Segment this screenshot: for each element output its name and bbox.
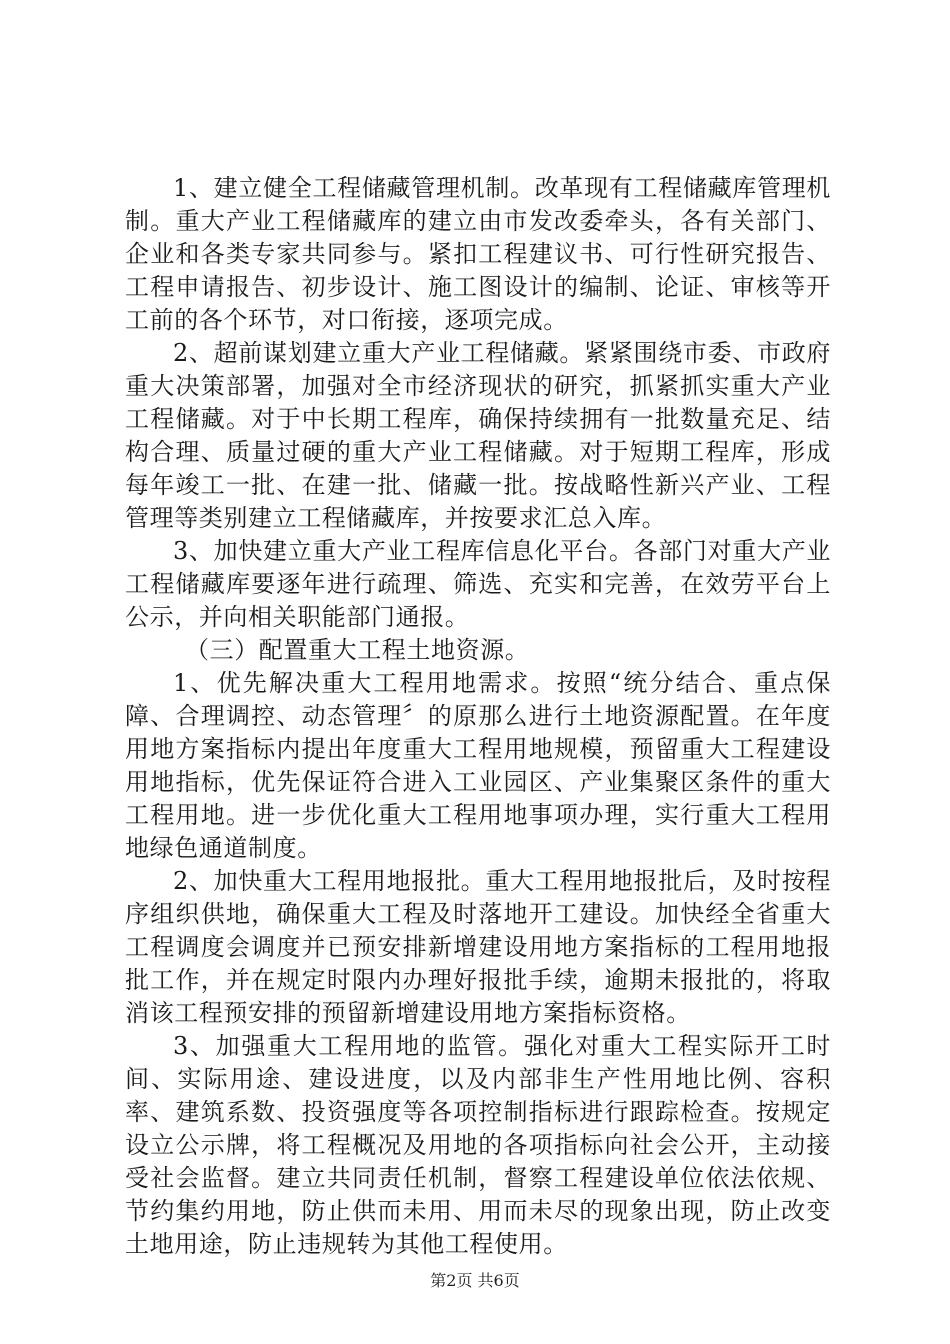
document-body [125,172,831,1261]
paragraph-land-supervision: 3、加强重大工程用地的监管。强化对重大工程实际开工时间、实际用途、建设进度，以及内部非生产性用地比例、容积率、建筑系数、投资强度等各项控制指标进行跟踪检查。按规定设立公示牌，将工程概况及用地的各项指标向社会公开，主动接受社会监督。建立共同责任机制，督察工程建设单位依法依规、节约集约用地，防止供而未用、用而未尽的现象出现，防止改变土地用途，防止违规转为其他工程使用。 [125,1032,831,1258]
paragraph-land-demand: 1、优先解决重大工程用地需求。按照“统分结合、重点保障、合理调控、动态管理〞的原那么进行土地资源配置。在年度用地方案指标内提出年度重大工程用地规模，预留重大工程建设用地指标，优先保证符合进入工业园区、产业集聚区条件的重大工程用地。进一步优化重大工程用地事项办理，实行重大工程用地绿色通道制度。 [125,669,831,862]
paragraph-industrial-project-planning: 2、超前谋划建立重大产业工程储藏。紧紧围绕市委、市政府重大决策部署，加强对全市经济现状的研究，抓紧抓实重大产业工程储藏。对于中长期工程库，确保持续拥有一批数量充足、结构合理、质量过硬的重大产业工程储藏。对于短期工程库，形成每年竣工一批、在建一批、储藏一批。按战略性新兴产业、工程管理等类别建立工程储藏库，并按要求汇总入库。 [125,339,831,532]
paragraph-land-approval: 2、加快重大工程用地报批。重大工程用地报批后，及时按程序组织供地，确保重大工程及时落地开工建设。加快经全省重大工程调度会调度并已预安排新增建设用地方案指标的工程用地报批工作，并在规定时限内办理好报批手续，逾期未报批的，将取消该工程预安排的预留新增建设用地方案指标资格。 [125,867,831,1027]
page-number-footer: 第2页 共6页 [430,1271,520,1290]
paragraph-project-reserve-mechanism: 1、建立健全工程储藏管理机制。改革现有工程储藏库管理机制。重大产业工程储藏库的建立由市发改委牵头，各有关部门、企业和各类专家共同参与。紧扣工程建议书、可行性研究报告、工程申请报告、初步设计、施工图设计的编制、论证、审核等开工前的各个环节，对口衔接，逐项完成。 [125,174,831,334]
section-heading-land-resources: （三）配置重大工程土地资源。 [185,636,530,664]
paragraph-information-platform: 3、加快建立重大产业工程库信息化平台。各部门对重大产业工程储藏库要逐年进行疏理、筛选、充实和完善，在效劳平台上公示，并向相关职能部门通报。 [125,537,831,631]
